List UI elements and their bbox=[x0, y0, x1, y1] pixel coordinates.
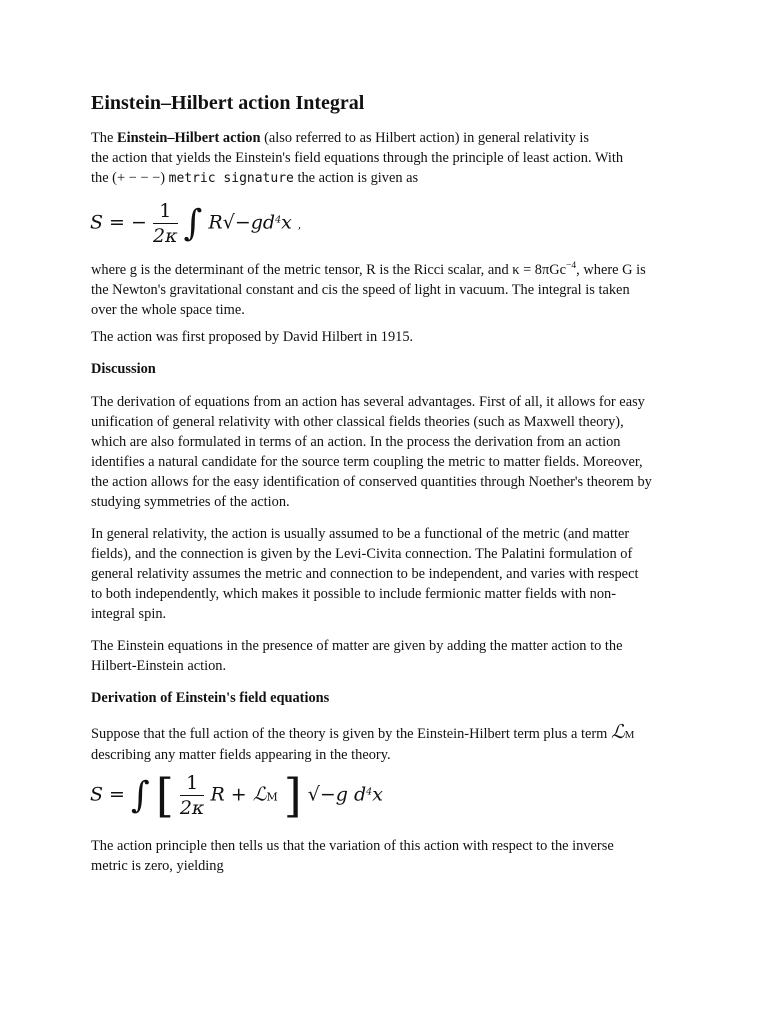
discussion-paragraph-3 bbox=[91, 636, 689, 676]
integral-sign: ∫ bbox=[131, 775, 150, 816]
metric-signature-link[interactable]: metric signature bbox=[168, 171, 294, 186]
where-line-1: where g is the determinant of the metric tensor, R is the Ricci scalar, and κ = 8πGc$^{-4}$, where G is bbox=[91, 261, 646, 278]
intro-line-3: the (+ − − −) metric signature the action is given as bbox=[91, 170, 419, 186]
text-line: identifies a natural candidate for the source term coupling the metric to matter fields. Moreover, bbox=[91, 454, 643, 470]
closing-paragraph bbox=[91, 836, 689, 876]
text-line: metric is zero, yielding bbox=[91, 858, 224, 874]
discussion-paragraph-1 bbox=[91, 392, 689, 512]
text-line: Hilbert-Einstein action. bbox=[91, 658, 227, 674]
text-line: In general relativity, the action is usually assumed to be a functional of the metric (and matter bbox=[91, 526, 630, 542]
equation-full-action: S = ∫ [ $\frac{1}{2\kappa}$ R + ℒM ] √−g $d^4x$ bbox=[90, 768, 383, 823]
text-line: The derivation of equations from an action has several advantages. First of all, it allows for easy bbox=[91, 394, 645, 410]
text-line: unification of general relativity with other classical fields theories (such as Maxwell theory), bbox=[91, 414, 624, 430]
page-title: Einstein–Hilbert action Integral bbox=[91, 92, 365, 114]
text-line: which are also formulated in terms of an action. In the process the derivation from an action bbox=[91, 434, 621, 450]
text-line: The Einstein equations in the presence of matter are given by adding the matter action to the bbox=[91, 638, 623, 654]
intro-paragraph bbox=[91, 128, 689, 189]
text-line: general relativity assumes the metric and connection to be independent, and varies with respect bbox=[91, 566, 639, 582]
intro-line-2: the action that yields the Einstein's field equations through the principle of least action. With bbox=[91, 150, 624, 166]
derivation-line-1: Suppose that the full action of the theory is given by the Einstein-Hilbert term plus a term ℒM bbox=[91, 721, 635, 743]
text-line: studying symmetries of the action. bbox=[91, 494, 290, 510]
where-paragraph bbox=[91, 256, 689, 320]
eq2-fraction: $\frac{1}{2\kappa}$ bbox=[179, 772, 205, 819]
text-line: fields), and the connection is given by the Levi-Civita connection. The Palatini formulation of bbox=[91, 546, 633, 562]
eq1-fraction: $\frac{1}{2\kappa}$ bbox=[152, 200, 178, 247]
intro-line-1: The Einstein–Hilbert action (also referred to as Hilbert action) in general relativity is bbox=[91, 130, 589, 146]
text-line: The action principle then tells us that the variation of this action with respect to the inverse bbox=[91, 838, 614, 854]
integral-sign: ∫ bbox=[183, 203, 203, 244]
text-line: to both independently, which makes it possible to include fermionic matter fields with non- bbox=[91, 586, 617, 602]
text-line: the action allows for the easy identification of conserved quantities through Noether's theorem by bbox=[91, 474, 652, 490]
equation-action: S = − $\frac{1}{2\kappa}$ ∫ $R√-gd^4x$ , bbox=[90, 200, 302, 247]
where-line-3: over the whole space time. bbox=[91, 302, 245, 318]
intro-bold-term: Einstein–Hilbert action bbox=[116, 130, 261, 146]
hilbert-paragraph: The action was first proposed by David Hilbert in 1915. bbox=[91, 329, 414, 345]
derivation-heading: Derivation of Einstein's field equations bbox=[91, 690, 330, 706]
where-line-2: the Newton's gravitational constant and cis the speed of light in vacuum. The integral is taken bbox=[91, 282, 630, 298]
lagrangian-symbol: ℒ bbox=[610, 721, 625, 743]
discussion-heading: Discussion bbox=[91, 361, 156, 377]
text-line: integral spin. bbox=[91, 606, 167, 622]
derivation-line-2: describing any matter fields appearing in the theory. bbox=[91, 747, 391, 763]
derivation-paragraph bbox=[91, 722, 689, 765]
discussion-paragraph-2 bbox=[91, 524, 689, 624]
